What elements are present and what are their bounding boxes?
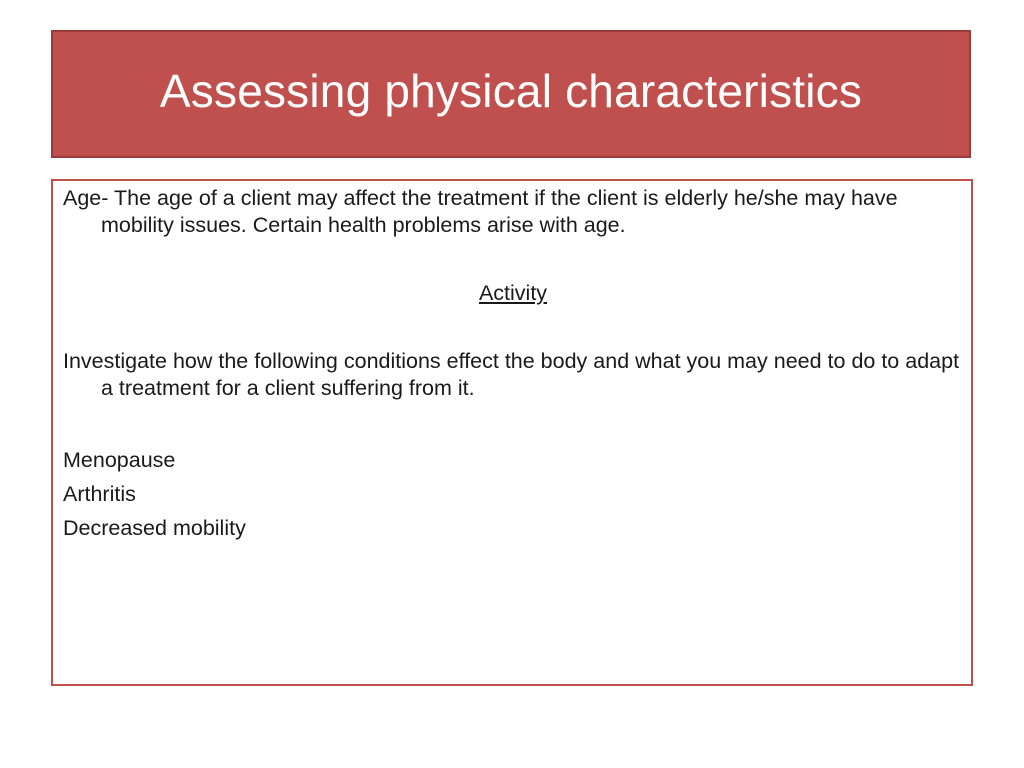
content-box — [51, 179, 973, 686]
title-banner — [51, 30, 971, 158]
slide-title: Assessing physical characteristics — [159, 65, 863, 117]
activity-heading: Activity — [478, 281, 548, 305]
age-paragraph: Age- The age of a client may affect the treatment if the client is elderly he/she may have mobility issues. Certain health problems arise with age. — [63, 186, 898, 237]
content-body — [63, 185, 963, 545]
condition-item-decreased-mobility: Decreased mobility — [63, 516, 246, 540]
condition-item-arthritis: Arthritis — [63, 482, 136, 506]
investigate-paragraph: Investigate how the following conditions effect the body and what you may need to do to adapt a treatment for a client suffering from it. — [63, 349, 960, 400]
condition-item-menopause: Menopause — [63, 448, 176, 472]
